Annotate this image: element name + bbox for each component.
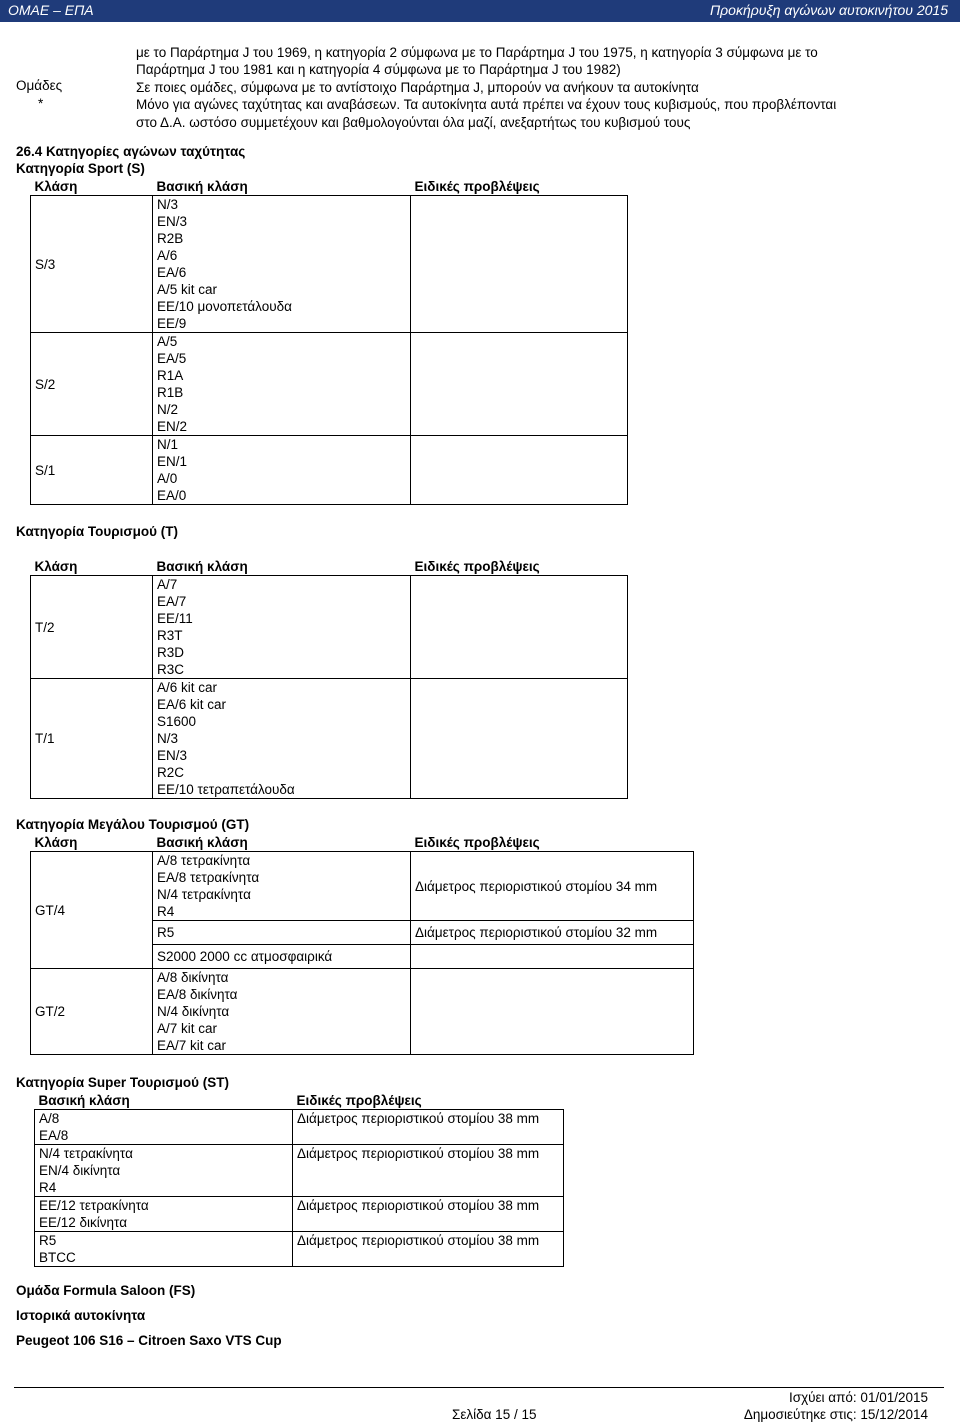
class-cell: GT/2 xyxy=(31,969,153,1055)
base-class-cell: A/8 δικίνητα EA/8 δικίνητα N/4 δικίνητα A/7 kit car EA/7 kit car xyxy=(153,969,411,1055)
notes-cell xyxy=(411,576,628,679)
header-vasiki: Βασική κλάση xyxy=(153,178,411,196)
header-klasi: Κλάση xyxy=(31,558,153,576)
notes-cell xyxy=(411,436,628,505)
base-class-cell: N/4 τετρακίνητα EN/4 δικίνητα R4 xyxy=(35,1145,293,1197)
super-table xyxy=(34,1092,564,1267)
intro-line: Σε ποιες ομάδες, σύμφωνα με το αντίστοιχο Παράρτημα J, μπορούν να ανήκουν τα αυτοκίνητα xyxy=(136,79,699,95)
base-class-cell: A/6 kit car EA/6 kit car S1600 N/3 EN/3 R2C EE/10 τετραπετάλουδα xyxy=(153,679,411,799)
footer-page: Σελίδα 15 / 15 xyxy=(452,1407,537,1422)
cup-heading: Peugeot 106 S16 – Citroen Saxo VTS Cup xyxy=(16,1333,282,1348)
super-title: Κατηγορία Super Τουρισμού (ST) xyxy=(16,1075,229,1090)
gt-table xyxy=(30,834,694,1055)
section-title: 26.4 Κατηγορίες αγώνων ταχύτητας xyxy=(16,144,246,159)
class-cell: S/2 xyxy=(31,333,153,436)
footer-valid: Ισχύει από: 01/01/2015 xyxy=(788,1390,928,1405)
footer-published: Δημοσιεύτηκε στις: 15/12/2014 xyxy=(743,1407,928,1422)
touring-table xyxy=(30,558,628,799)
header-eidikes: Ειδικές προβλέψεις xyxy=(411,558,628,576)
base-class-cell: A/8 τετρακίνητα EA/8 τετρακίνητα N/4 τετρακίνητα R4 xyxy=(153,852,411,921)
intro-asterisk: * xyxy=(38,96,44,111)
header-right: Προκήρυξη αγώνων αυτοκινήτου 2015 xyxy=(710,2,948,18)
notes-cell: Διάμετρος περιοριστικού στομίου 38 mm xyxy=(293,1145,564,1197)
gt-title: Κατηγορία Μεγάλου Τουρισμού (GT) xyxy=(16,817,250,832)
intro-line: στο Δ.Α. ωστόσο συμμετέχουν και βαθμολογούνται όλα μαζί, ανεξαρτήτως του κυβισμού τους xyxy=(136,114,691,130)
base-class-cell: N/3 EN/3 R2B A/6 EA/6 A/5 kit car EE/10 μονοπετάλουδα EE/9 xyxy=(153,196,411,333)
intro-line: με το Παράρτημα J του 1969, η κατηγορία 2 σύμφωνα με το Παράρτημα J του 1975, η κατηγορία 3 σύμφωνα με το xyxy=(136,45,818,60)
base-class-cell: N/1 EN/1 A/0 EA/0 xyxy=(153,436,411,505)
notes-cell xyxy=(411,969,694,1055)
base-class-cell: R5 BTCC xyxy=(35,1232,293,1267)
notes-cell: Διάμετρος περιοριστικού στομίου 34 mm xyxy=(411,852,694,921)
header-vasiki: Βασική κλάση xyxy=(153,558,411,576)
class-cell: S/1 xyxy=(31,436,153,505)
class-cell: GT/4 xyxy=(31,852,153,969)
header-eidikes: Ειδικές προβλέψεις xyxy=(411,834,694,852)
header-eidikes: Ειδικές προβλέψεις xyxy=(411,178,628,196)
header-eidikes: Ειδικές προβλέψεις xyxy=(293,1092,564,1110)
intro-label: Ομάδες xyxy=(16,78,63,93)
intro-line: Παράρτημα J του 1981 και η κατηγορία 4 σύμφωνα με το Παράρτημα J του 1982) xyxy=(136,62,621,78)
sport-title: Κατηγορία Sport (S) xyxy=(16,161,145,176)
notes-cell xyxy=(411,945,694,969)
class-cell: T/1 xyxy=(31,679,153,799)
touring-title: Κατηγορία Τουρισμού (Τ) xyxy=(16,524,178,539)
header-left: ΟΜΑΕ – ΕΠΑ xyxy=(8,2,94,18)
notes-cell: Διάμετρος περιοριστικού στομίου 38 mm xyxy=(293,1197,564,1232)
header-vasiki: Βασική κλάση xyxy=(153,834,411,852)
sport-table xyxy=(30,178,628,505)
notes-cell: Διάμετρος περιοριστικού στομίου 32 mm xyxy=(411,921,694,945)
header-klasi: Κλάση xyxy=(31,178,153,196)
class-cell: T/2 xyxy=(31,576,153,679)
header-klasi: Κλάση xyxy=(31,834,153,852)
class-cell: S/3 xyxy=(31,196,153,333)
intro-text xyxy=(136,44,836,131)
formula-saloon-heading: Ομάδα Formula Saloon (FS) xyxy=(16,1283,196,1298)
base-class-cell: A/7 EA/7 EE/11 R3T R3D R3C xyxy=(153,576,411,679)
base-class-cell: S2000 2000 cc ατμοσφαιρικά xyxy=(153,945,411,969)
page-header xyxy=(0,0,960,22)
notes-cell xyxy=(411,196,628,333)
notes-cell xyxy=(411,679,628,799)
base-class-cell: A/5 EA/5 R1A R1B N/2 EN/2 xyxy=(153,333,411,436)
notes-cell: Διάμετρος περιοριστικού στομίου 38 mm xyxy=(293,1232,564,1267)
header-vasiki: Βασική κλάση xyxy=(35,1092,293,1110)
notes-cell xyxy=(411,333,628,436)
historic-heading: Ιστορικά αυτοκίνητα xyxy=(16,1308,146,1323)
base-class-cell: EE/12 τετρακίνητα EE/12 δικίνητα xyxy=(35,1197,293,1232)
intro-line: Μόνο για αγώνες ταχύτητας και αναβάσεων. Τα αυτοκίνητα αυτά πρέπει να έχουν τους κυβισμούς, που προβλέπονται xyxy=(136,97,837,113)
base-class-cell: R5 xyxy=(153,921,411,945)
notes-cell: Διάμετρος περιοριστικού στομίου 38 mm xyxy=(293,1110,564,1145)
base-class-cell: A/8 EA/8 xyxy=(35,1110,293,1145)
footer-divider xyxy=(14,1387,944,1388)
